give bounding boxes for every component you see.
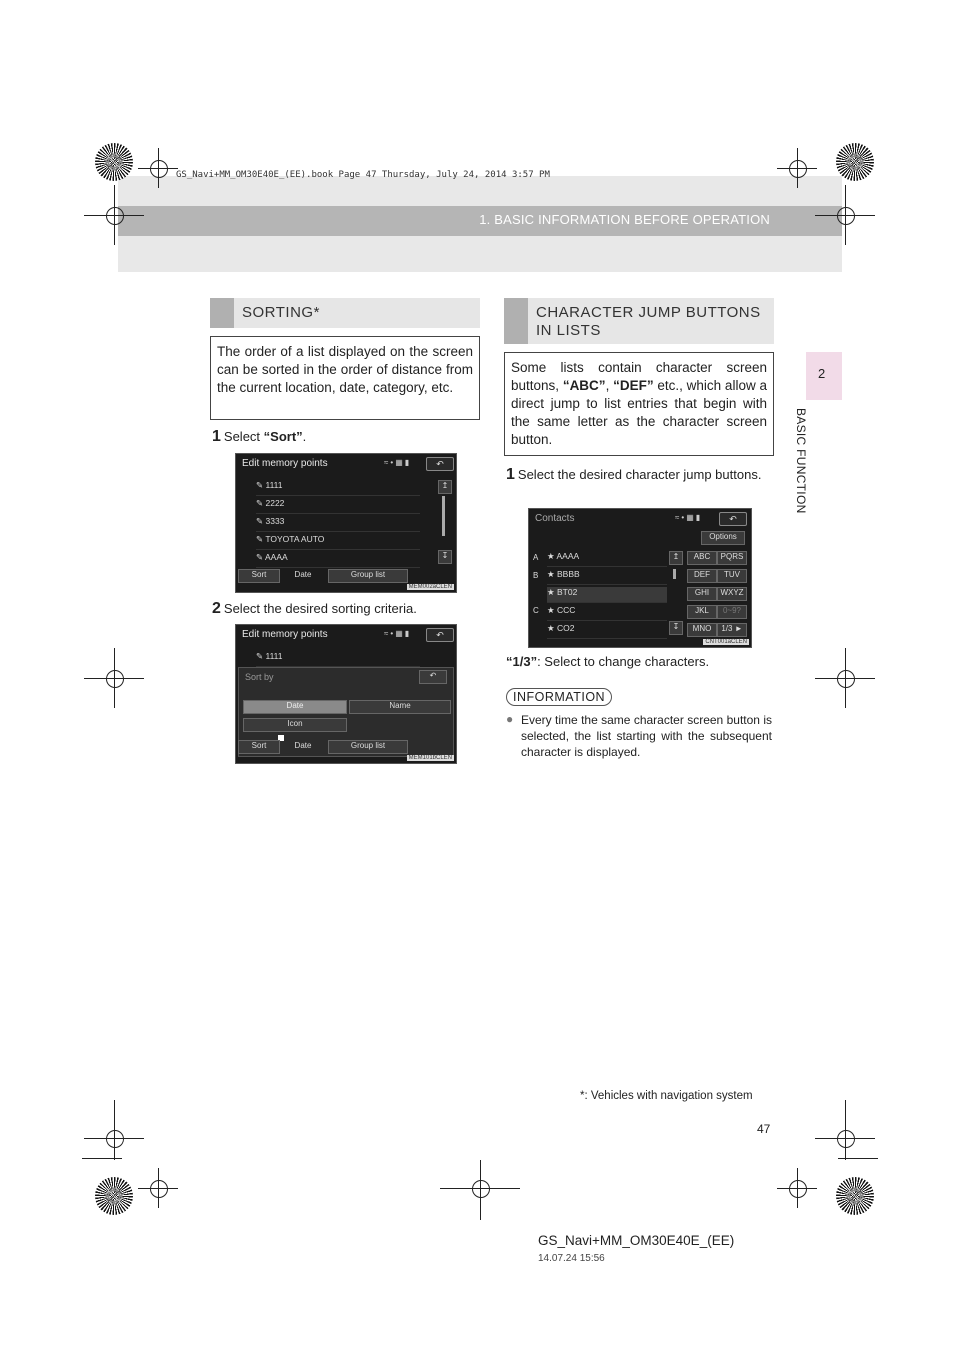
jump-button-jkl[interactable]: JKL — [687, 605, 717, 619]
jump-button-abc[interactable]: ABC — [687, 551, 717, 565]
dialog-back-button[interactable]: ↶ — [419, 670, 447, 684]
crosshair-icon — [837, 1130, 855, 1148]
sorting-heading: SORTING* — [210, 298, 480, 328]
list-item[interactable]: ★ BBBB — [547, 569, 667, 585]
crosshair-icon — [837, 207, 855, 225]
contacts-screen: Contacts ≈•▦▮ ↶ Options A B C ★ AAAA ★ BBBB ★ BT02 ★ CCC ★ CO2 ↥ ↧ ABC PQRS DEF TUV GHI WXYZ JKL 0~9? MNO 1/3 ► CNT001aCLEN — [528, 508, 752, 648]
jump-button-def[interactable]: DEF — [687, 569, 717, 583]
list-item: ✎ 1111 — [256, 651, 420, 667]
rosette-mark-icon — [836, 1177, 874, 1215]
group-list-button[interactable]: Group list — [328, 740, 408, 754]
jump-button-wxyz[interactable]: WXYZ — [717, 587, 747, 601]
status-icons: ≈•▦▮ — [675, 513, 703, 522]
page-up-button[interactable]: ↥ — [669, 551, 683, 565]
sort-icon-option[interactable]: Icon — [243, 718, 347, 732]
rosette-mark-icon — [95, 1177, 133, 1215]
scrollbar[interactable] — [673, 569, 676, 579]
list-item[interactable]: ★ CO2 — [547, 623, 667, 639]
crosshair-icon — [472, 1180, 490, 1198]
list-item[interactable]: ★ CCC — [547, 605, 667, 621]
crosshair-icon — [789, 1180, 807, 1198]
crosshair-icon — [106, 207, 124, 225]
jump-button-mno[interactable]: MNO — [687, 623, 717, 637]
print-timestamp: 14.07.24 15:56 — [538, 1253, 605, 1264]
book-info-line: GS_Navi+MM_OM30E40E_(EE).book Page 47 Thursday, July 24, 2014 3:57 PM — [176, 170, 550, 180]
chapter-label: BASIC FUNCTION — [794, 408, 808, 514]
list-item[interactable]: ★ AAAA — [547, 551, 667, 567]
document-code: GS_Navi+MM_OM30E40E_(EE) — [538, 1233, 735, 1248]
crosshair-icon — [837, 670, 855, 688]
crosshair-icon — [150, 1180, 168, 1198]
page-toggle-button[interactable]: 1/3 ► — [717, 623, 747, 637]
list-item[interactable]: ✎ 1111 — [256, 480, 420, 496]
sorting-intro: The order of a list displayed on the screen can be sorted in the order of distance from the current location, date, category, etc. — [210, 336, 480, 420]
sort-date-option[interactable]: Date — [243, 700, 347, 714]
status-icons: ≈•▦▮ — [384, 458, 412, 467]
jump-button-tuv[interactable]: TUV — [717, 569, 747, 583]
scrollbar[interactable] — [442, 496, 445, 536]
back-button[interactable]: ↶ — [426, 457, 454, 471]
jump-step-1: 1 Select the desired character jump buttons. — [506, 466, 762, 483]
image-code: MEM002aCLEN — [408, 584, 452, 590]
crosshair-icon — [106, 1130, 124, 1148]
page-number: 47 — [757, 1122, 771, 1136]
back-button[interactable]: ↶ — [426, 628, 454, 642]
sort-button[interactable]: Sort — [238, 740, 280, 754]
crosshair-icon — [150, 160, 168, 178]
sorting-step-2: 2 Select the desired sorting criteria. — [212, 600, 417, 617]
page-up-button[interactable]: ↥ — [438, 480, 452, 494]
footnote: *: Vehicles with navigation system — [580, 1090, 753, 1102]
date-label: Date — [294, 570, 312, 579]
crosshair-icon — [106, 670, 124, 688]
date-label: Date — [294, 741, 312, 750]
rosette-mark-icon — [836, 143, 874, 181]
crosshair-icon — [789, 160, 807, 178]
sort-button[interactable]: Sort — [238, 569, 280, 583]
information-bullet: ● Every time the same character screen button is selected, the list starting with the subsequent character is displayed. — [506, 712, 772, 759]
chapter-number: 2 — [818, 366, 826, 381]
edit-memory-points-screen: Edit memory points ≈•▦▮ ↶ ✎ 1111 ✎ 2222 ✎ 3333 ✎ TOYOTA AUTO ✎ AAAA ↥ ↧ Sort Date Group list MEM002aCLEN — [235, 453, 457, 593]
status-icons: ≈•▦▮ — [384, 629, 412, 638]
sort-by-screen: Edit memory points ≈•▦▮ ↶ ✎ 1111 Sort by ↶ Date Name Icon Sort Date Group list MEM101bCLEN — [235, 624, 457, 764]
information-label: INFORMATION — [506, 688, 612, 706]
rosette-mark-icon — [95, 143, 133, 181]
sort-by-dialog: Sort by ↶ Date Name Icon — [238, 667, 454, 757]
list-item[interactable]: ✎ TOYOTA AUTO — [256, 534, 420, 550]
back-button[interactable]: ↶ — [719, 512, 747, 526]
section-title: 1. BASIC INFORMATION BEFORE OPERATION — [479, 212, 770, 227]
jump-intro: Some lists contain character screen buttons, “ABC”, “DEF” etc., which allow a direct jump to list entries that begin with the same letter as the character screen button. — [504, 352, 774, 456]
list-item[interactable]: ✎ 3333 — [256, 516, 420, 532]
sort-name-option[interactable]: Name — [349, 700, 451, 714]
list-item[interactable]: ✎ AAAA — [256, 552, 420, 568]
page-down-button[interactable]: ↧ — [669, 621, 683, 635]
page-down-button[interactable]: ↧ — [438, 550, 452, 564]
image-code: MEM101bCLEN — [408, 755, 452, 761]
group-list-button[interactable]: Group list — [328, 569, 408, 583]
image-code: CNT001aCLEN — [705, 639, 747, 645]
jump-button-pqrs[interactable]: PQRS — [717, 551, 747, 565]
list-item[interactable]: ✎ 2222 — [256, 498, 420, 514]
jump-heading: CHARACTER JUMP BUTTONS IN LISTS — [504, 298, 774, 344]
bullet-icon: ● — [506, 712, 514, 726]
jump-button-ghi[interactable]: GHI — [687, 587, 717, 601]
sorting-step-1: 1 Select “Sort”. — [212, 428, 307, 445]
jump-button-numbers[interactable]: 0~9? — [717, 605, 747, 619]
options-button[interactable]: Options — [701, 531, 745, 545]
page-toggle-note: “1/3”: Select to change characters. — [506, 654, 710, 669]
list-item[interactable]: ★ BT02 — [547, 587, 667, 603]
